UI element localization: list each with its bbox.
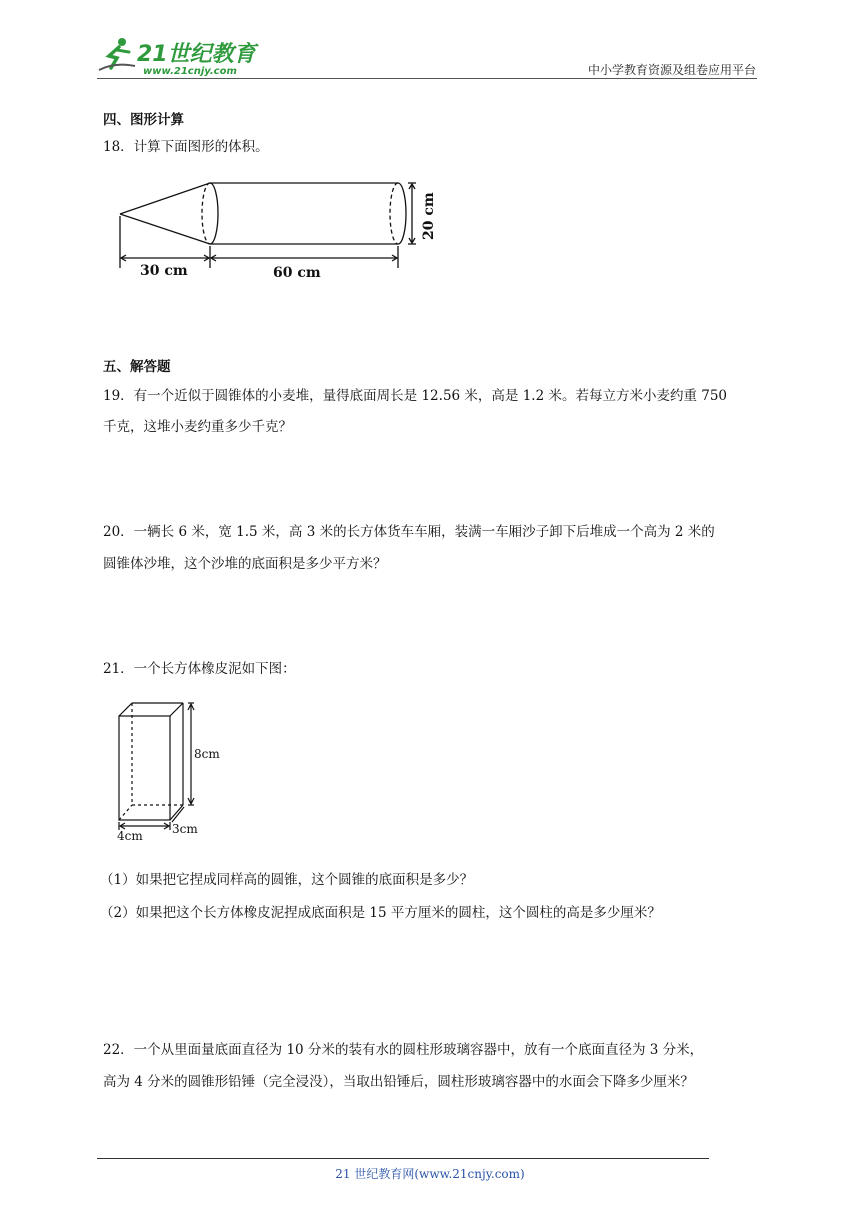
q21-label-8cm: 8cm (194, 747, 220, 761)
footer-divider (97, 1158, 709, 1159)
q18-text: 18．计算下面图形的体积。 (103, 139, 269, 155)
q21-text: 21．一个长方体橡皮泥如下图： (103, 661, 296, 677)
q18-label-30cm: 30 cm (140, 263, 188, 279)
q18-label-60cm: 60 cm (273, 265, 321, 281)
q21-sub2: （2）如果把这个长方体橡皮泥捏成底面积是 15 平方厘米的圆柱，这个圆柱的高是多少厘米？ (100, 905, 661, 921)
q21-sub1: （1）如果把它捏成同样高的圆锥，这个圆锥的底面积是多少？ (100, 872, 474, 888)
logo-url-text: www.21cnjy.com (143, 66, 237, 77)
footer-text[interactable]: 21 世纪教育网(www.21cnjy.com) (335, 1167, 525, 1181)
logo-main-text: 21世纪教育 (137, 42, 256, 67)
section-4-title: 四、图形计算 (103, 112, 184, 128)
runner-icon (99, 38, 135, 70)
q21-label-3cm: 3cm (172, 822, 198, 836)
q22-line1: 22．一个从里面量底面直径为 10 分米的装有水的圆柱形玻璃容器中，放有一个底面直径为 3 分米， (103, 1042, 704, 1058)
header-divider (97, 78, 757, 79)
q20-line2: 圆锥体沙堆，这个沙堆的底面积是多少平方米？ (103, 556, 387, 572)
q19-line1: 19．有一个近似于圆锥体的小麦堆，量得底面周长是 12.56 米，高是 1.2 米。若每立方米小麦约重 750 (103, 388, 728, 404)
header-platform-text: 中小学教育资源及组卷应用平台 (587, 63, 756, 77)
q18-figure (110, 176, 450, 286)
q21-figure (112, 696, 232, 844)
q18-label-20cm: 20 cm (421, 192, 437, 240)
q20-line1: 20．一辆长 6 米，宽 1.5 米，高 3 米的长方体货车车厢，装满一车厢沙子卸下后堆成一个高为 2 米的 (103, 524, 715, 540)
site-logo (95, 36, 275, 78)
q19-line2: 千克，这堆小麦约重多少千克？ (103, 419, 292, 435)
q22-line2: 高为 4 分米的圆锥形铅锤（完全浸没），当取出铅锤后，圆柱形玻璃容器中的水面会下降多少厘米？ (103, 1074, 694, 1090)
q21-label-4cm: 4cm (117, 829, 143, 843)
section-5-title: 五、解答题 (103, 359, 171, 375)
